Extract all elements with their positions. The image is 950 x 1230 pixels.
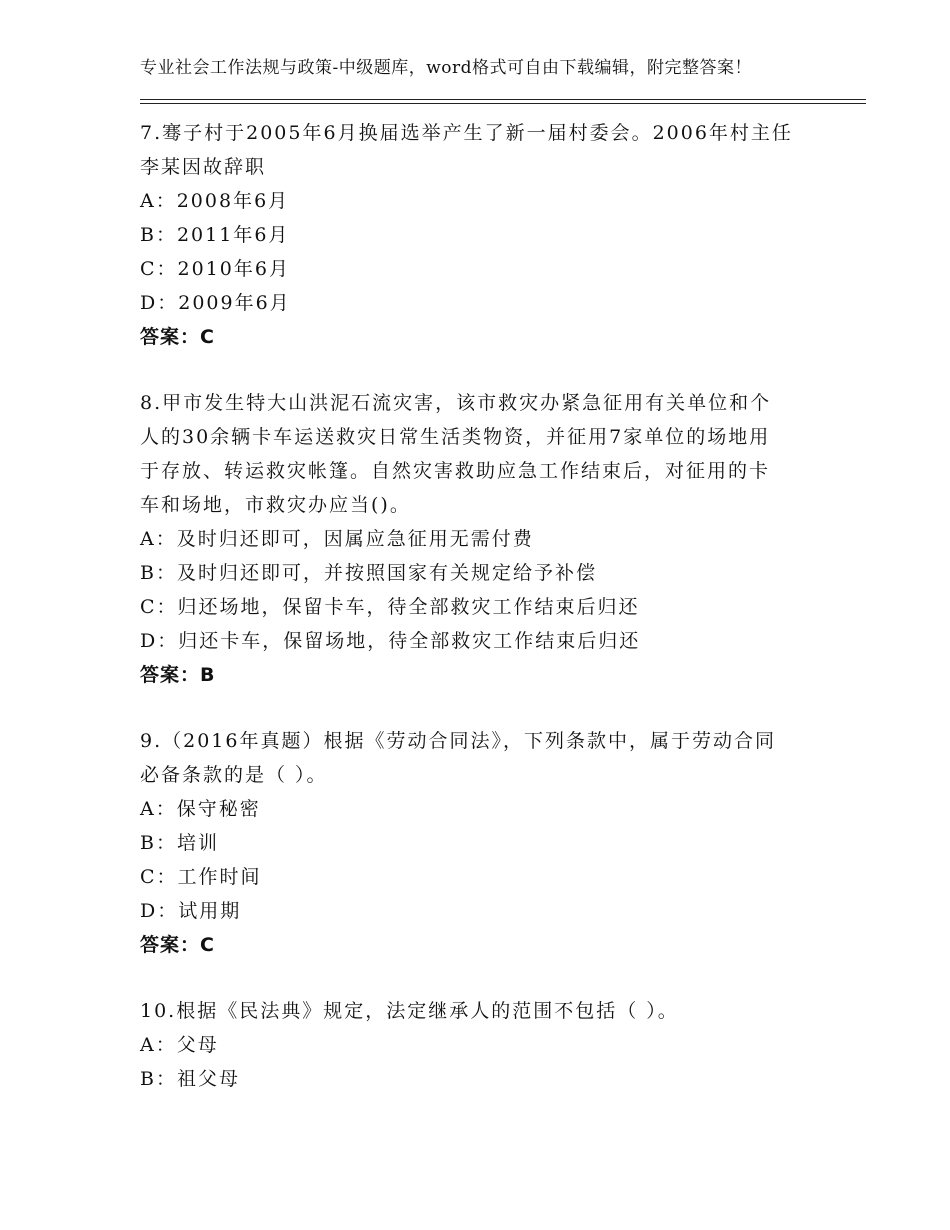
question-stem-line: 10.根据《民法典》规定，法定继承人的范围不包括（ ）。 [140,1000,679,1022]
answer-label: 答案：C [140,326,215,348]
question-stem-line: 车和场地，市救灾办应当()。 [140,494,411,516]
question-stem-line: 人的30余辆卡车运送救灾日常生活类物资，并征用7家单位的场地用 [140,426,771,448]
option-a: A：保守秘密 [140,798,261,820]
option-c: C：归还场地，保留卡车，待全部救灾工作结束后归还 [140,596,640,618]
answer-label: 答案：B [140,664,216,686]
page-header: 专业社会工作法规与政策-中级题库，word格式可自由下载编辑，附完整答案！ [140,58,753,78]
option-a: A：父母 [140,1034,219,1056]
question-10 [140,994,840,1096]
question-stem-line: 9.（2016年真题）根据《劳动合同法》，下列条款中，属于劳动合同 [140,730,776,752]
option-d: D：归还卡车，保留场地，待全部救灾工作结束后归还 [140,630,641,652]
question-stem-line: 7.骞子村于2005年6月换届选举产生了新一届村委会。2006年村主任 [140,122,793,144]
question-spacer [140,692,840,724]
question-stem-line: 李某因故辞职 [140,156,267,178]
option-d: D：试用期 [140,900,242,922]
question-7 [140,116,840,354]
option-a: A：及时归还即可，因属应急征用无需付费 [140,528,534,550]
header-rule-bottom [140,103,866,104]
question-spacer [140,354,840,386]
answer-label: 答案：C [140,934,215,956]
option-b: B：培训 [140,832,219,854]
question-stem-line: 8.甲市发生特大山洪泥石流灾害，该市救灾办紧急征用有关单位和个 [140,392,772,414]
option-c: C：工作时间 [140,866,262,888]
question-8 [140,386,840,692]
header-rule-top [140,99,866,100]
option-c: C：2010年6月 [140,258,290,280]
option-b: B：祖父母 [140,1068,240,1090]
question-list [140,116,840,1096]
option-b: B：及时归还即可，并按照国家有关规定给予补偿 [140,562,597,584]
question-9 [140,724,840,962]
option-b: B：2011年6月 [140,224,290,246]
question-stem-line: 必备条款的是（ ）。 [140,764,328,786]
option-a: A：2008年6月 [140,190,290,212]
option-d: D：2009年6月 [140,292,291,314]
question-spacer [140,962,840,994]
question-stem-line: 于存放、转运救灾帐篷。自然灾害救助应急工作结束后，对征用的卡 [140,460,771,482]
